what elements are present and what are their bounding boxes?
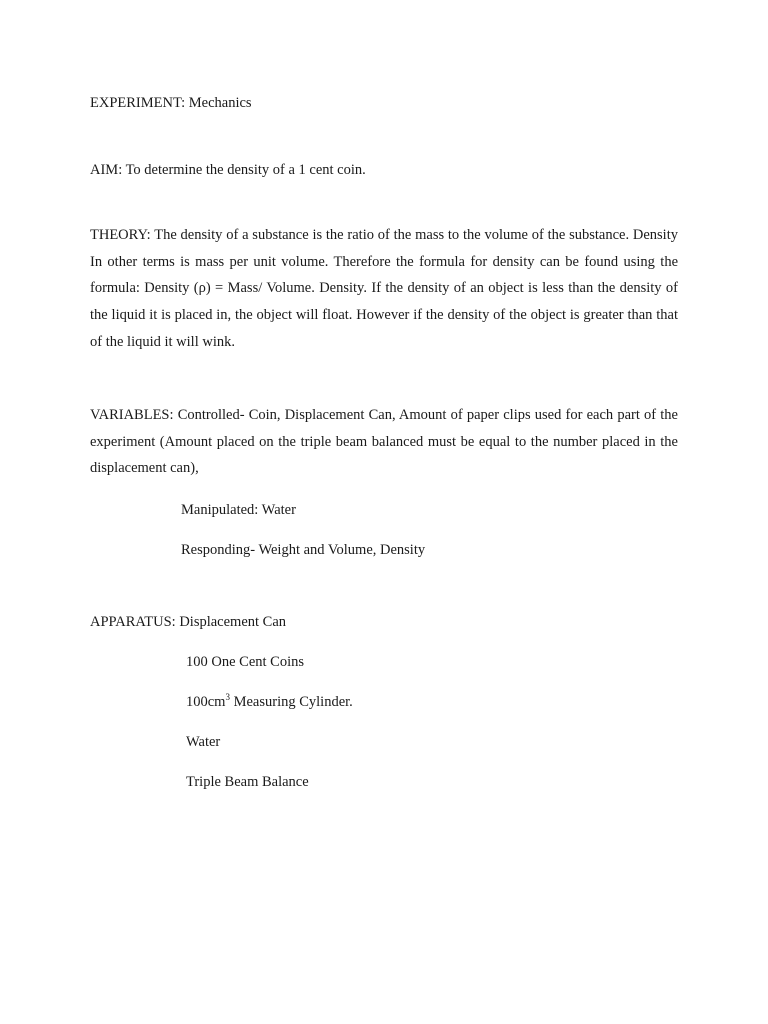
variables-manipulated: Manipulated: Water	[181, 502, 296, 518]
apparatus-first: APPARATUS: Displacement Can	[90, 614, 287, 630]
cylinder-superscript: 3	[225, 692, 230, 703]
aim-line: AIM: To determine the density of a 1 cent coin.	[90, 162, 366, 178]
apparatus-balance: Triple Beam Balance	[186, 774, 309, 790]
variables-responding: Responding- Weight and Volume, Density	[181, 542, 426, 558]
apparatus-cylinder	[186, 692, 353, 712]
apparatus-water: Water	[186, 734, 221, 750]
theory-paragraph: THEORY: The density of a substance is the ratio of the mass to the volume of the substance. Density In other terms is mass per unit volume. Therefore the formula for density can be found using the formula: Density (ρ) = Mass/ Volume. Density. If the density of an object is less than the density of the liquid it is placed in, the object will float. However if the density of the object is greater than that of the liquid it will wink.	[90, 227, 678, 350]
variables-controlled: VARIABLES: Controlled- Coin, Displacement Can, Amount of paper clips used for each part of the experiment (Amount placed on the triple beam balanced must be equal to the number placed in the displacement can),	[90, 407, 678, 477]
cylinder-prefix: 100cm	[186, 694, 226, 710]
apparatus-coins: 100 One Cent Coins	[186, 654, 305, 670]
experiment-title: EXPERIMENT: Mechanics	[90, 95, 252, 111]
cylinder-suffix: Measuring Cylinder.	[229, 694, 353, 710]
